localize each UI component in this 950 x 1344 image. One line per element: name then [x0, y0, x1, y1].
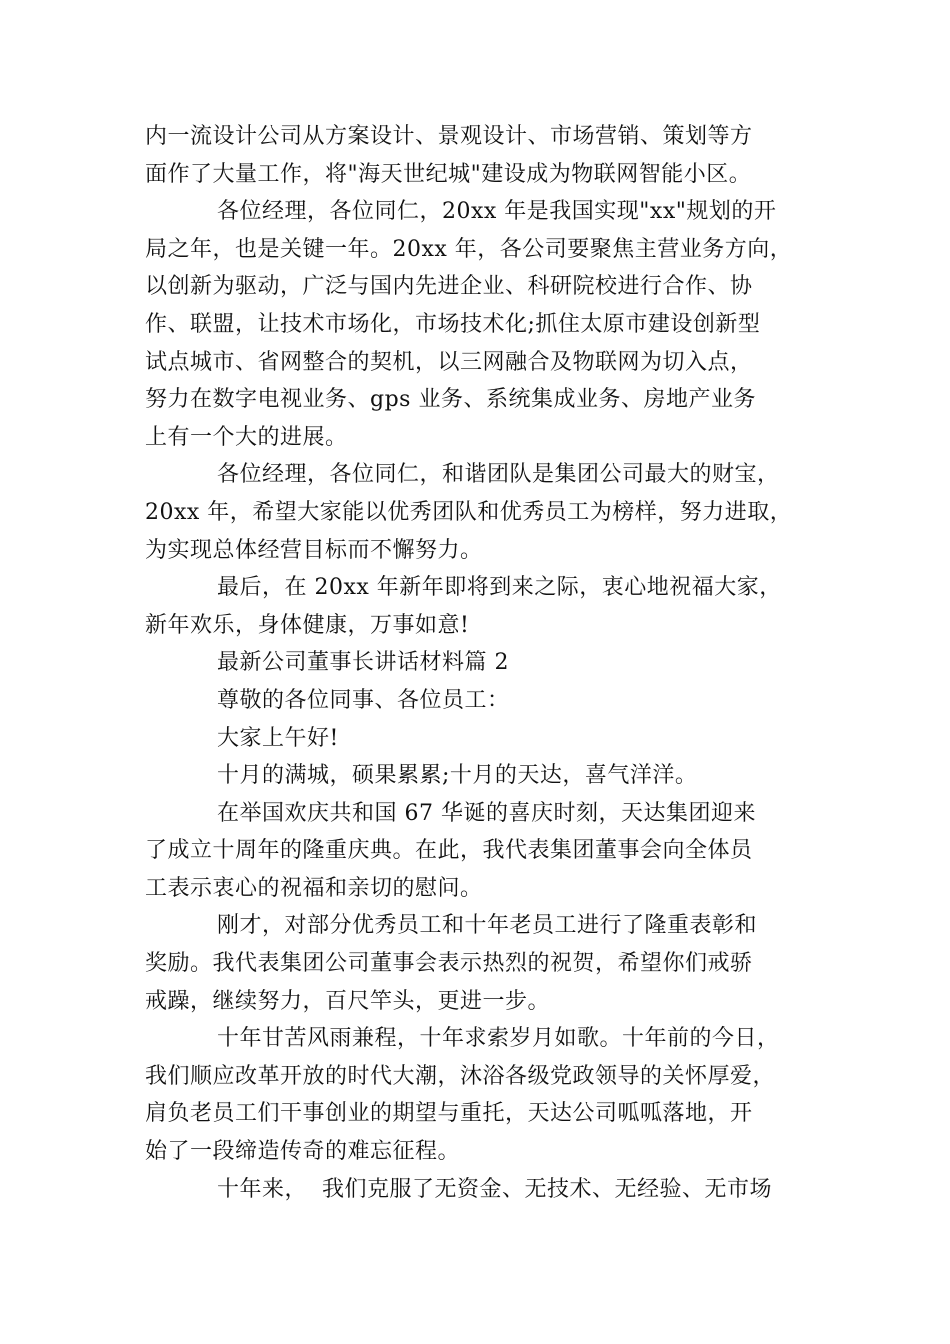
text-line: 努力在数字电视业务、gps 业务、系统集成业务、房地产业务: [145, 387, 756, 413]
text-line: 十年来， 我们克服了无资金、无技术、无经验、无市场: [217, 1176, 772, 1202]
text-line: 始了一段缔造传奇的难忘征程。: [145, 1139, 461, 1165]
text-line: 各位经理，各位同仁，20xx 年是我国实现"xx"规划的开: [217, 199, 777, 225]
text-line: 十年甘苦风雨兼程，十年求索岁月如歌。十年前的今日，: [217, 1026, 780, 1052]
text-line: 了成立十周年的隆重庆典。在此，我代表集团董事会向全体员: [145, 838, 753, 864]
text-line: 肩负老员工们干事创业的期望与重托，天达公司呱呱落地，开: [145, 1101, 753, 1127]
text-line: 尊敬的各位同事、各位员工：: [217, 687, 510, 713]
text-line: 作、联盟，让技术市场化，市场技术化;抓住太原市建设创新型: [145, 311, 761, 337]
document-body: [145, 118, 815, 1208]
text-line: 戒躁，继续努力，百尺竿头，更进一步。: [145, 988, 551, 1014]
text-line: 刚才，对部分优秀员工和十年老员工进行了隆重表彰和: [217, 913, 758, 939]
text-line: 最新公司董事长讲话材料篇 2: [217, 650, 509, 676]
text-line: 以创新为驱动，广泛与国内先进企业、科研院校进行合作、协: [145, 274, 753, 300]
text-line: 试点城市、省网整合的契机，以三网融合及物联网为切入点，: [145, 349, 753, 375]
text-line: 新年欢乐，身体健康，万事如意!: [145, 612, 470, 638]
text-line: 上有一个大的进展。: [145, 424, 348, 450]
text-line: 各位经理，各位同仁，和谐团队是集团公司最大的财宝，: [217, 462, 780, 488]
text-line: 工表示衷心的祝福和亲切的慰问。: [145, 875, 483, 901]
text-line: 面作了大量工作，将"海天世纪城"建设成为物联网智能小区。: [145, 161, 752, 187]
text-line: 内一流设计公司从方案设计、景观设计、市场营销、策划等方: [145, 124, 753, 149]
text-line: 为实现总体经营目标而不懈努力。: [145, 537, 483, 563]
text-line: 在举国欢庆共和国 67 华诞的喜庆时刻，天达集团迎来: [217, 800, 756, 826]
text-line: 局之年，也是关键一年。20xx 年，各公司要聚焦主营业务方向，: [145, 236, 793, 262]
text-line: 奖励。我代表集团公司董事会表示热烈的祝贺，希望你们戒骄: [145, 951, 753, 977]
text-line: 最后，在 20xx 年新年即将到来之际，衷心地祝福大家，: [217, 575, 782, 601]
text-line: 20xx 年，希望大家能以优秀团队和优秀员工为榜样，努力进取，: [145, 499, 793, 525]
text-line: 我们顺应改革开放的时代大潮，沐浴各级党政领导的关怀厚爱，: [145, 1063, 776, 1089]
text-line: 大家上午好!: [217, 725, 339, 751]
text-line: 十月的满城，硕果累累;十月的天达，喜气洋洋。: [217, 763, 698, 789]
